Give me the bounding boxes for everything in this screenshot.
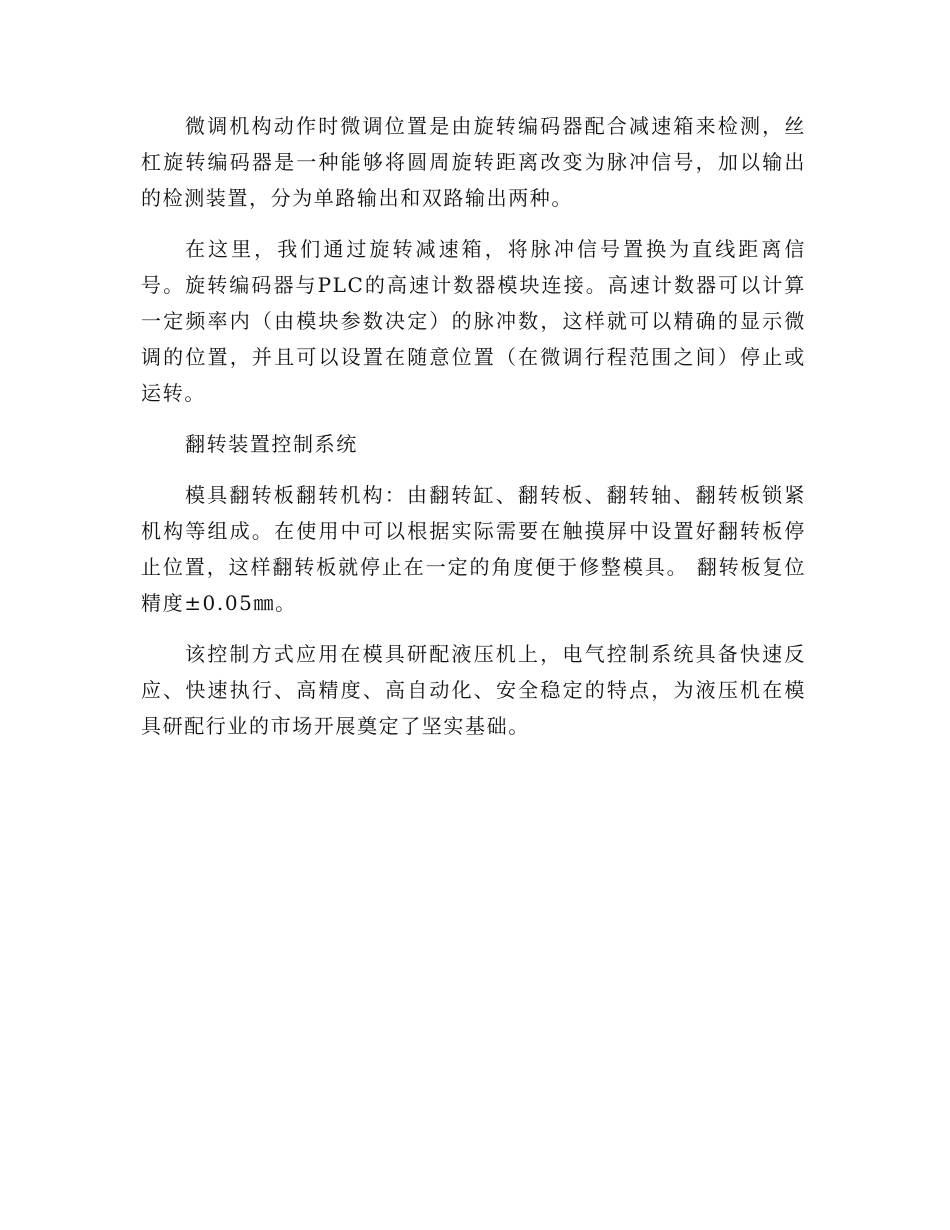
section-heading-flip-control: 翻转装置控制系统 <box>185 432 358 456</box>
document-page <box>141 108 806 759</box>
paragraph-application: 该控制方式应用在模具研配液压机上，电气控制系统具备快速反应、快速执行、高精度、高自动化、安全稳定的特点，为液压机在模具研配行业的市场开展奠定了坚实基础。 <box>141 642 806 738</box>
paragraph-encoder-detection: 微调机构动作时微调位置是由旋转编码器配合减速箱来检测，丝杠旋转编码器是一种能够将圆周旋转距离改变为脉冲信号，加以输出的检测装置，分为单路输出和双路输出两种。 <box>141 114 806 210</box>
paragraph-flip-mechanism: 模具翻转板翻转机构：由翻转缸、翻转板、翻转轴、翻转板锁紧机构等组成。在使用中可以根据实际需要在触摸屏中设置好翻转板停止位置，这样翻转板就停止在一定的角度便于修整模具。 翻转板复位精度±0.05㎜。 <box>141 483 806 615</box>
paragraph-pulse-conversion: 在这里，我们通过旋转减速箱，将脉冲信号置换为直线距离信号。旋转编码器与PLC的高速计数器模块连接。高速计数器可以计算一定频率内（由模块参数决定）的脉冲数，这样就可以精确的显示微调的位置，并且可以设置在随意位置（在微调行程范围之间）停止或运转。 <box>141 237 806 405</box>
